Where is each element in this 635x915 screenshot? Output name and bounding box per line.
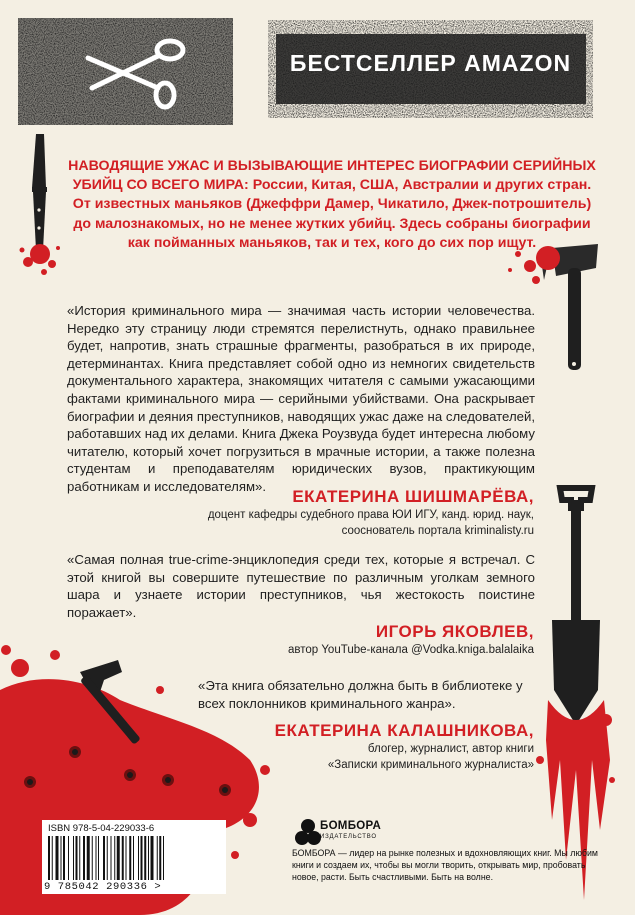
barcode-bar xyxy=(129,836,131,880)
review-quote: «Самая полная true-crime-энциклопедия среди тех, которые я встречал. С этой книгой вы совершите путешествие по различным уголкам земного шара и узнаете истории преступников, чья жестокость поистине поражает». xyxy=(67,552,535,620)
publisher-logo-sub: ИЗДАТЕЛЬСТВО xyxy=(320,834,377,840)
barcode-bar xyxy=(141,836,143,880)
barcode-bar xyxy=(103,836,105,880)
review-author: ЕКАТЕРИНА ШИШМАРЁВА, xyxy=(292,487,534,506)
intro-highlight: НАВОДЯЩИЕ УЖАС И ВЫЗЫВАЮЩИЕ ИНТЕРЕС БИОГРАФИИ СЕРИЙНЫХ УБИЙЦ СО ВСЕГО МИРА: xyxy=(68,158,596,194)
barcode-graphic xyxy=(48,836,220,880)
intro-paragraph xyxy=(64,157,600,253)
review-author: ЕКАТЕРИНА КАЛАШНИКОВА, xyxy=(274,721,534,740)
bombora-logo-icon xyxy=(295,819,321,845)
desc-line: сооснователь портала kriminalisty.ru xyxy=(341,524,534,537)
shovel-icon xyxy=(552,488,600,725)
review-quote: «История криминального мира — значимая часть истории человечества. Нередко эту страницу люди стремятся перелистнуть, однако правильнее будет, напротив, знать страшные фрагменты, разобраться в их природе, детерминантах. Книга представляет собой одно из немногих свидетельств документального характера, знакомящих читателя с самыми ужасающими фактами криминального мира — серийными убийствами. Она раскрывает биографии и деяния преступников, наводящих ужас даже на следователей, работавших над их делами. Книга Джека Роузвуда будет интересна любому читателю, который хочет погрузиться в мрачные истории, а также полезна студентам и преподавателям юридических вузов, практикующим работникам и исследователям». xyxy=(67,303,535,494)
barcode-bar xyxy=(144,836,146,880)
bestseller-banner: БЕСТСЕЛЛЕР AMAZON xyxy=(289,50,572,76)
desc-line: блогер, журналист, автор книги xyxy=(367,743,534,755)
barcode-bar xyxy=(117,836,120,880)
publisher-description: БОМБОРА — лидер на рынке полезных и вдохновляющих книг. Мы любим книги и создаем их, чтобы вы могли творить, открывать мир, пробовать новое, расти. Быть счастливыми. Быть на волне. xyxy=(292,848,598,882)
intro-rest: России, Китая, США, Австралии и других стран. От известных маньяков (Джеффри Дамер, Чикатило, Джек-потрошитель) до малознакомых, но не менее жутких убийц. Здесь собраны биографии как пойманных маньяков, так и тех, кого до сих пор ищут. xyxy=(72,177,592,251)
publisher-logo-name: БОМБОРА xyxy=(320,820,382,832)
barcode-bar xyxy=(96,836,97,880)
barcode-bar xyxy=(151,836,154,880)
barcode-bar xyxy=(148,836,149,880)
desc-line: «Записки криминального журналиста» xyxy=(327,758,534,771)
barcode-digits: 9 785042 290336 > xyxy=(44,881,162,893)
barcode-bar xyxy=(126,836,127,880)
review-author-desc xyxy=(150,742,534,773)
barcode-bar xyxy=(63,836,65,880)
barcode-bar xyxy=(163,836,164,880)
barcode-bar xyxy=(56,836,59,880)
barcode-bar xyxy=(111,836,112,880)
desc-line: автор YouTube-канала @Vodka.kniga.balalaika xyxy=(287,644,534,656)
knife-icon xyxy=(32,134,47,250)
barcode-bar xyxy=(133,836,134,880)
barcode-bar xyxy=(73,836,74,880)
desc-line: доцент кафедры судебного права ЮИ ИГУ, канд. юрид. наук, xyxy=(207,509,534,521)
barcode-bar xyxy=(157,836,158,880)
isbn-label: ISBN 978-5-04-229033-6 xyxy=(48,823,155,834)
barcode-bar xyxy=(92,836,93,880)
review-author-desc xyxy=(120,508,534,539)
review-author-desc xyxy=(150,643,534,659)
barcode-bar xyxy=(52,836,53,880)
barcode-bar xyxy=(79,836,80,880)
barcode-bar xyxy=(68,836,69,880)
barcode-bar xyxy=(98,836,99,880)
barcode-bar xyxy=(76,836,78,880)
barcode-bar xyxy=(122,836,124,880)
barcode-bar xyxy=(107,836,108,880)
blood-splatter xyxy=(20,244,61,275)
review-quote: «Эта книга обязательно должна быть в библиотеке у всех поклонников криминального жанра». xyxy=(198,678,523,711)
barcode-bar xyxy=(83,836,85,880)
barcode-bar xyxy=(48,836,50,880)
barcode-bar xyxy=(114,836,115,880)
review-author: ИГОРЬ ЯКОВЛЕВ, xyxy=(375,622,534,641)
barcode-bar xyxy=(87,836,90,880)
barcode-bar xyxy=(159,836,161,880)
barcode-bar xyxy=(138,836,139,880)
barcode-bar xyxy=(61,836,62,880)
